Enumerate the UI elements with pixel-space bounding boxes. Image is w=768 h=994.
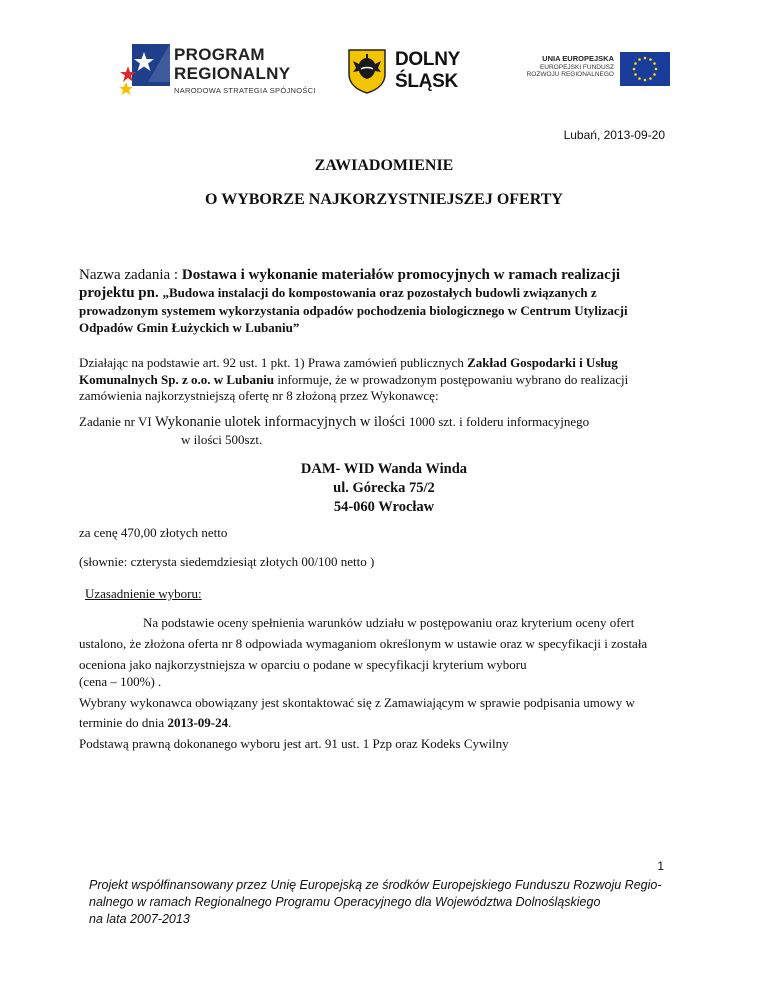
program-logo-line3: NARODOWA STRATEGIA SPÓJNOŚCI — [174, 86, 316, 95]
document-title: ZAWIADOMIENIE — [314, 157, 454, 174]
program-logo-line2: REGIONALNY — [174, 64, 291, 83]
document-date: Lubań, 2013-09-20 — [563, 128, 665, 142]
contact-text-1: Wybrany wykonawca obowiązany jest skontaktować się z Zamawiającym w sprawie podpisania umowy w terminie do dnia — [79, 694, 635, 730]
eu-logo-line2: EUROPEJSKI FUNDUSZ — [539, 63, 614, 71]
dolny-slask-logo — [347, 46, 472, 96]
intro-text-2: informuje, że w prowadzonym postępowaniu wybrano do realizacji zamówienia najkorzystniejszą ofertę nr 8 złożoną przez Wykonawcę: — [79, 371, 629, 403]
eagle-crest-icon — [347, 48, 387, 94]
contact-text — [79, 693, 679, 734]
contractor-city: 54-060 Wrocław — [333, 499, 435, 515]
star-flag-icon — [118, 42, 170, 98]
eu-flag-icon — [620, 52, 670, 86]
contractor-street: ul. Górecka 75/2 — [333, 480, 435, 496]
contact-text-end: . — [228, 715, 232, 730]
task-item-desc-1: Wykonanie ulotek informacyjnych w ilości — [154, 414, 409, 430]
task-item-desc-2: 1000 szt. i folderu informacyjnego — [408, 414, 590, 429]
contractor-name: DAM- WID Wanda Winda — [300, 461, 468, 477]
justification-paragraph — [79, 612, 679, 675]
task-name-main: Dostawa i wykonanie materiałów promocyjnych w ramach realizacji projektu pn. — [79, 267, 620, 301]
task-label: Nazwa zadania : — [79, 267, 182, 283]
document-subtitle: O WYBORZE NAJKORZYSTNIEJSZEJ OFERTY — [205, 191, 563, 208]
justification-heading: Uzasadnienie wyboru: — [85, 586, 202, 601]
price-in-words: (słownie: czterysta siedemdziesiąt złotych 00/100 netto ) — [79, 554, 375, 569]
justification-rest: ustalono, że złożona oferta nr 8 odpowiada wymaganiom określonym w ustawie oraz w specyfikacji i została oceniona jako najkorzystniejsza w oparciu o podane w specyfikacji kryterium wyboru — [79, 636, 648, 672]
dolny-slask-line1: DOLNY — [395, 49, 461, 70]
intro-paragraph — [79, 355, 679, 405]
footer-line3: na lata 2007-2013 — [89, 912, 190, 926]
dolny-slask-line2: ŚLĄSK — [395, 71, 458, 92]
criterion-text: (cena – 100%) . — [79, 674, 162, 689]
footer-line1: Projekt współfinansowany przez Unię Europejską ze środków Europejskiego Funduszu Rozwoju Regio- — [89, 878, 662, 892]
eu-logo-line3: ROZWOJU REGIONALNEGO — [526, 71, 614, 79]
task-item-desc-3: w ilości 500szt. — [181, 432, 263, 447]
contractor-address — [0, 460, 768, 517]
contact-deadline: 2013-09-24 — [167, 715, 229, 730]
footer — [89, 877, 689, 928]
intro-organization: Zakład Gospodarki i Usług Komunalnych Sp. z o.o. w Lubaniu — [79, 355, 618, 387]
task-item-label: Zadanie nr VI — [79, 414, 155, 429]
task-item — [79, 413, 679, 448]
price: za cenę 470,00 złotych netto — [79, 525, 228, 540]
task-name — [79, 266, 679, 336]
footer-line2: nalnego w ramach Regionalnego Programu Operacyjnego dla Województwa Dolnośląskiego — [89, 895, 601, 909]
eu-logo-line1: UNIA EUROPEJSKA — [542, 54, 614, 63]
final-section — [79, 672, 679, 754]
justification-first-line: Na podstawie oceny spełnienia warunków udziału w postępowaniu oraz kryterium oceny ofert — [143, 615, 635, 630]
task-project-name: „Budowa instalacji do kompostowania oraz pozostałych budowli związanych z prowadzonym systemem wykorzystania odpadów pochodzenia biologicznego w Centrum Utylizacji Odpadów Gmin Łużyckich w Lubaniu” — [79, 285, 628, 335]
intro-text-1: Działając na podstawie art. 92 ust. 1 pkt. 1) Prawa zamówień publicznych — [79, 355, 468, 370]
eu-logo — [505, 52, 670, 92]
program-logo-line1: PROGRAM — [174, 45, 265, 64]
legal-basis: Podstawą prawną dokonanego wyboru jest art. 91 ust. 1 Pzp oraz Kodeks Cywilny — [79, 735, 509, 751]
program-regionalny-logo — [118, 42, 318, 100]
page-number: 1 — [657, 859, 664, 873]
